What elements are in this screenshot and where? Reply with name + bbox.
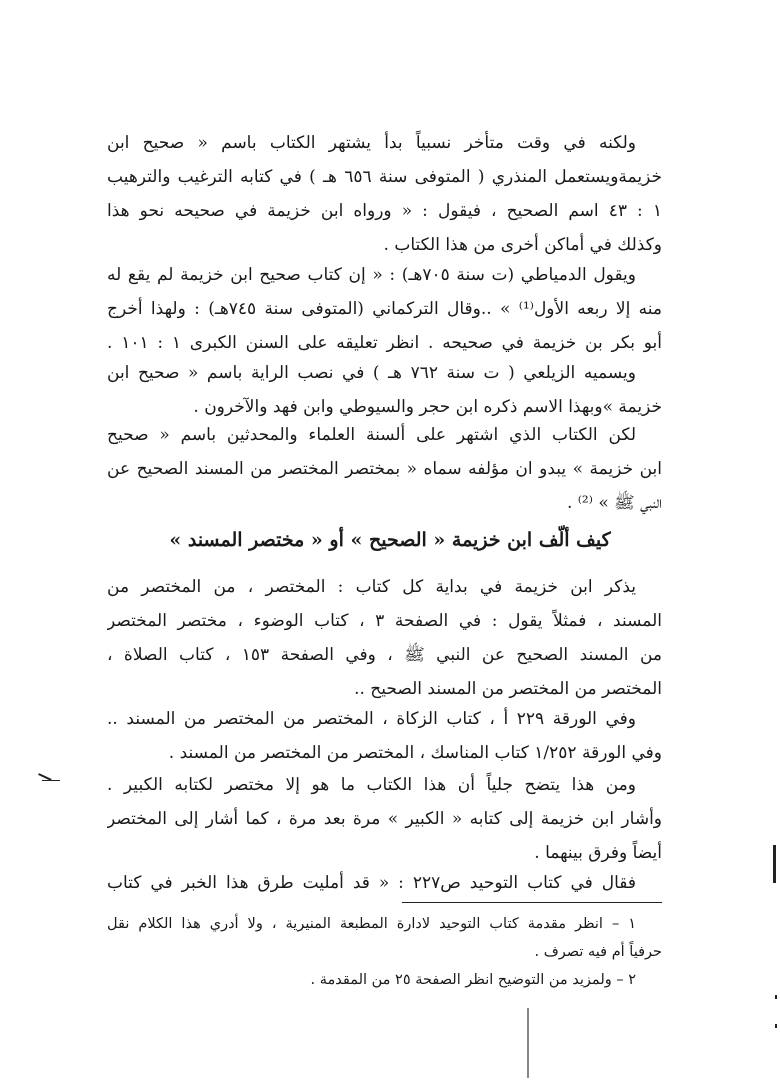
text-line: وفي الورقة ١/٢٥٢ كتاب المناسك ، المختصر من المختصر من المسند . [168, 743, 662, 763]
text-line: خزيمةويستعمل المنذري ( المتوفى سنة ٦٥٦ هـ ) في كتابه الترغيب والترهيب [107, 167, 662, 187]
text-line: من المسند الصحيح عن النبي ﷺ ، وفي الصفحة ١٥٣ ، كتاب الصلاة ، [107, 645, 662, 665]
text-line: ومن هذا يتضح جلياً أن هذا الكتاب ما هو إلا مختصر لكتابه الكبير . [107, 775, 636, 795]
paragraph-2 [107, 258, 662, 360]
page-edge-mark [775, 1024, 777, 1028]
text-line: لكن الكتاب الذي اشتهر على ألسنة العلماء والمحدثين باسم « صحيح [107, 425, 636, 445]
footnote-line: حرفياً أم فيه تصرف . [534, 944, 662, 960]
text-line: أبو بكر بن خزيمة في صحيحه . انظر تعليقه على السنن الكبرى ١ : ١٠١ . [107, 333, 662, 353]
text-line: المسند ، فمثلاً يقول : في الصفحة ٣ ، كتاب الوضوء ، مختصر المختصر [107, 611, 662, 631]
paragraph-4 [107, 418, 662, 520]
page-edge-mark [773, 845, 776, 883]
text-line: وفي الورقة ٢٢٩ أ ، كتاب الزكاة ، المختصر من المختصر من المسند .. [107, 709, 636, 729]
footnote-divider [402, 902, 662, 903]
paragraph-8 [107, 866, 662, 900]
page-edge-mark [775, 995, 777, 999]
paragraph-7 [107, 768, 662, 870]
text-line: أيضاً وفرق بينهما . [534, 843, 662, 863]
text-line: وكذلك في أماكن أخرى من هذا الكتاب . [383, 235, 662, 255]
text-line: ويقول الدمياطي (ت سنة ٧٠٥هـ) : « إن كتاب صحيح ابن خزيمة لم يقع له [107, 265, 636, 285]
text-line: منه إلا ربعه الأول⁽¹⁾ » ..وقال التركماني (المتوفى سنة ٧٤٥هـ) : ولهذا أخرج [107, 299, 662, 319]
paragraph-3 [107, 356, 662, 424]
paragraph-5 [107, 570, 662, 706]
footnote-line: ٢ – ولمزيد من التوضيح انظر الصفحة ٢٥ من المقدمة . [310, 972, 636, 988]
text-line: ولكنه في وقت متأخر نسبياً بدأ يشتهر الكتاب باسم « صحيح ابن [107, 133, 636, 153]
text-line: ابن خزيمة » يبدو ان مؤلفه سماه « بمختصر المختصر من المسند الصحيح عن [107, 459, 662, 479]
footnote-1 [107, 910, 662, 966]
binding-line [527, 1008, 529, 1078]
footnote-line: ١ – انظر مقدمة كتاب التوحيد لادارة المطبعة المنيرية ، ولا أدري هذا الكلام نقل [107, 916, 636, 932]
text-line: النبي ﷺ » ⁽²⁾ . [566, 493, 662, 513]
text-line: المختصر من المختصر من المسند الصحيح .. [354, 679, 662, 699]
text-line: فقال في كتاب التوحيد ص٢٢٧ : « قد أمليت طرق هذا الخبر في كتاب [107, 873, 636, 893]
scan-mark [42, 780, 60, 781]
footnote-2 [107, 966, 662, 994]
text-line: خزيمة »وبهذا الاسم ذكره ابن حجر والسيوطي وابن فهد والآخرون . [193, 397, 662, 417]
text-line: ويسميه الزيلعي ( ت سنة ٧٦٢ هـ ) في نصب الراية باسم « صحيح ابن [107, 363, 636, 383]
paragraph-1 [107, 126, 662, 262]
text-line: وأشار ابن خزيمة إلى كتابه « الكبير » مرة بعد مرة ، كما أشار إلى المختصر [107, 809, 662, 829]
section-heading: كيف ألّف ابن خزيمة « الصحيح » أو « مختصر المسند » [169, 529, 611, 551]
text-line: يذكر ابن خزيمة في بداية كل كتاب : المختصر ، من المختصر من [107, 577, 636, 597]
paragraph-6 [107, 702, 662, 770]
text-line: ١ : ٤٣ اسم الصحيح ، فيقول : « ورواه ابن خزيمة في صحيحه نحو هذا [107, 201, 662, 221]
